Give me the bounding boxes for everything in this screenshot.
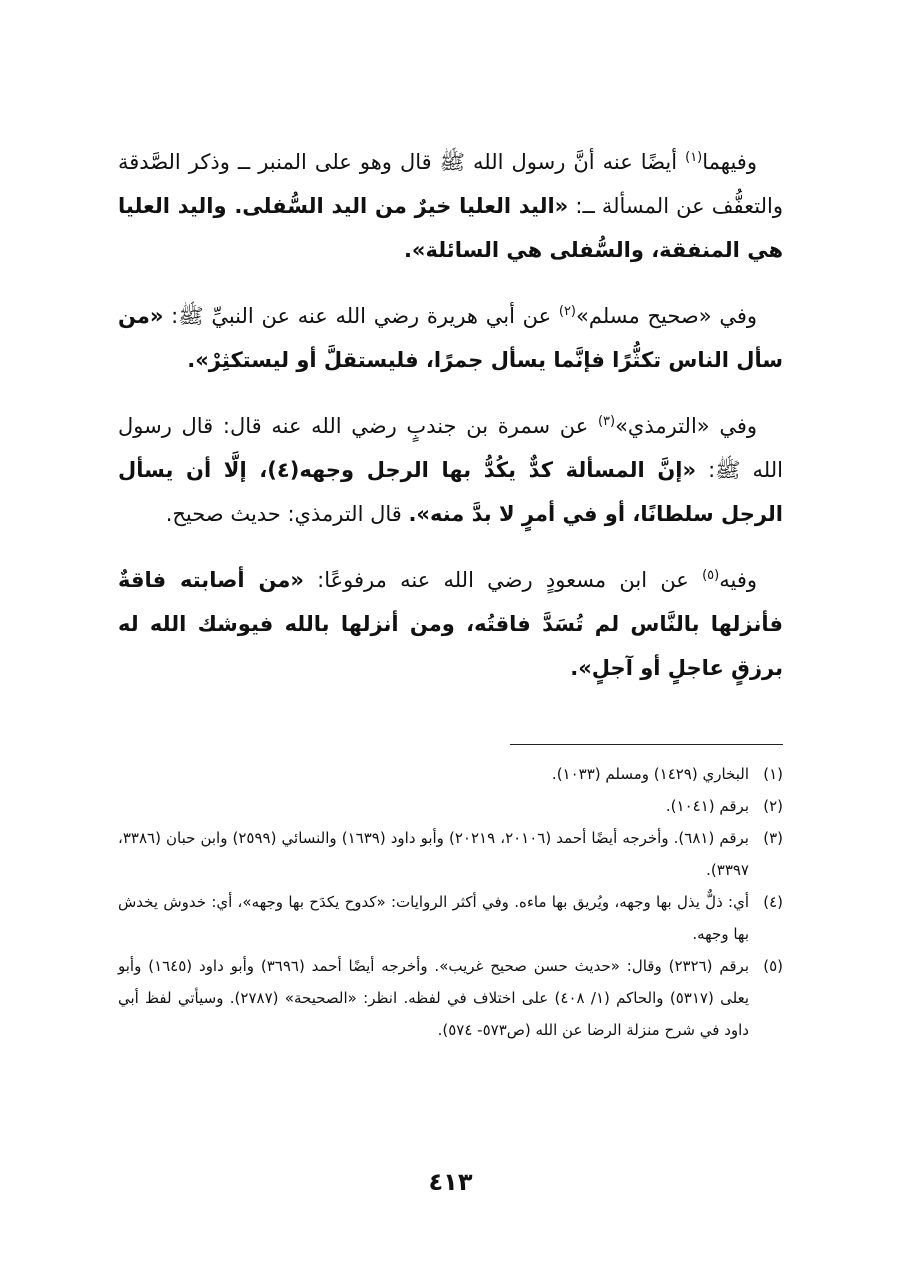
paragraph-intro: وفيهما <box>702 150 757 174</box>
footnote-3 <box>118 822 783 886</box>
footnote-ref-1[interactable]: (١) <box>685 150 703 165</box>
paragraph-intro: وفيه <box>719 568 757 592</box>
footnote-number: (٥) <box>763 957 783 975</box>
paragraph-3 <box>118 404 783 536</box>
footnote-2 <box>118 790 783 822</box>
footnote-text: برقم (٦٨١). وأخرجه أيضًا أحمد (٢٠١٠٦، ٢٠٢١٩) وأبو داود (١٦٣٩) والنسائي (٢٥٩٩) وابن حبان (٣٣٨٦، ٣٣٩٧). <box>118 829 749 879</box>
hadith-quote: «إنَّ المسألة كدٌّ يكُدُّ بها الرجل وجهه(٤)، إلَّا أن يسأل الرجل سلطانًا، أو في أمرٍ لا بدَّ منه». <box>118 458 783 526</box>
paragraph-text: أيضًا عنه أنَّ رسول الله ﷺ قال وهو على المنبر ــ وذكر الصَّدقة والتعفُّف عن المسألة ــ: <box>118 150 783 218</box>
footnote-ref-5[interactable]: (٥) <box>702 568 720 583</box>
footnote-text: برقم (٢٣٢٦) وقال: «حديث حسن صحيح غريب». وأخرجه أيضًا أحمد (٣٦٩٦) وأبو داود (١٦٤٥) وأبو يعلى (٥٣١٧) والحاكم (١/ ٤٠٨) على اختلاف في لفظه. انظر: «الصحيحة» (٢٧٨٧). وسيأتي لفظ أبي داود في شرح منزلة الرضا عن الله (ص٥٧٣- ٥٧٤). <box>118 957 750 1039</box>
paragraph-tail: قال الترمذي: حديث صحيح. <box>165 502 409 526</box>
footnote-text: برقم (١٠٤١). <box>665 797 749 815</box>
footnote-separator <box>510 744 783 745</box>
paragraph-2 <box>118 294 783 382</box>
main-text <box>118 140 783 690</box>
footnote-ref-2[interactable]: (٢) <box>558 304 576 319</box>
footnote-ref-3[interactable]: (٣) <box>597 414 616 429</box>
paragraph-text: عن أبي هريرة رضي الله عنه عن النبيِّ ﷺ: <box>163 304 559 328</box>
paragraph-intro: وفي «صحيح مسلم» <box>576 304 758 328</box>
footnote-number: (٣) <box>763 829 783 847</box>
paragraph-intro: وفي «الترمذي» <box>615 414 758 438</box>
hadith-quote: «من أصابته فاقةٌ فأنزلها بالنَّاس لم تُسَدَّ فاقتُه، ومن أنزلها بالله فيوشك الله له برزقٍ عاجلٍ أو آجلٍ». <box>118 568 783 680</box>
footnote-number: (١) <box>763 765 783 783</box>
footnote-1 <box>118 758 783 790</box>
hadith-quote: «من سأل الناس تكثُّرًا فإنَّما يسأل جمرًا، فليستقلَّ أو ليستكثِرْ». <box>118 304 783 372</box>
footnote-number: (٤) <box>763 893 783 911</box>
footnote-text: البخاري (١٤٢٩) ومسلم (١٠٣٣). <box>551 765 749 783</box>
footnotes <box>118 758 783 1046</box>
paragraph-1 <box>118 140 783 272</box>
book-page <box>118 140 783 1220</box>
footnote-5 <box>118 950 783 1046</box>
hadith-quote: «اليد العليا خيرٌ من اليد السُّفلى. واليد العليا هي المنفقة، والسُّفلى هي السائلة». <box>118 194 783 262</box>
paragraph-text: عن ابن مسعودٍ رضي الله عنه مرفوعًا: <box>303 568 703 592</box>
paragraph-4 <box>118 558 783 690</box>
footnote-number: (٢) <box>763 797 783 815</box>
page-number: ٤١٣ <box>428 1168 473 1196</box>
paragraph-text: عن سمرة بن جندبٍ رضي الله عنه قال: قال رسول الله ﷺ: <box>118 414 783 482</box>
footnote-4 <box>118 886 783 950</box>
footnote-text: أي: ذلٌّ يذل بها وجهه، ويُريق بها ماءه. وفي أكثر الروايات: «كدوح يكدَح بها وجهه»، أي: خدوش يخدش بها وجهه. <box>118 893 749 943</box>
